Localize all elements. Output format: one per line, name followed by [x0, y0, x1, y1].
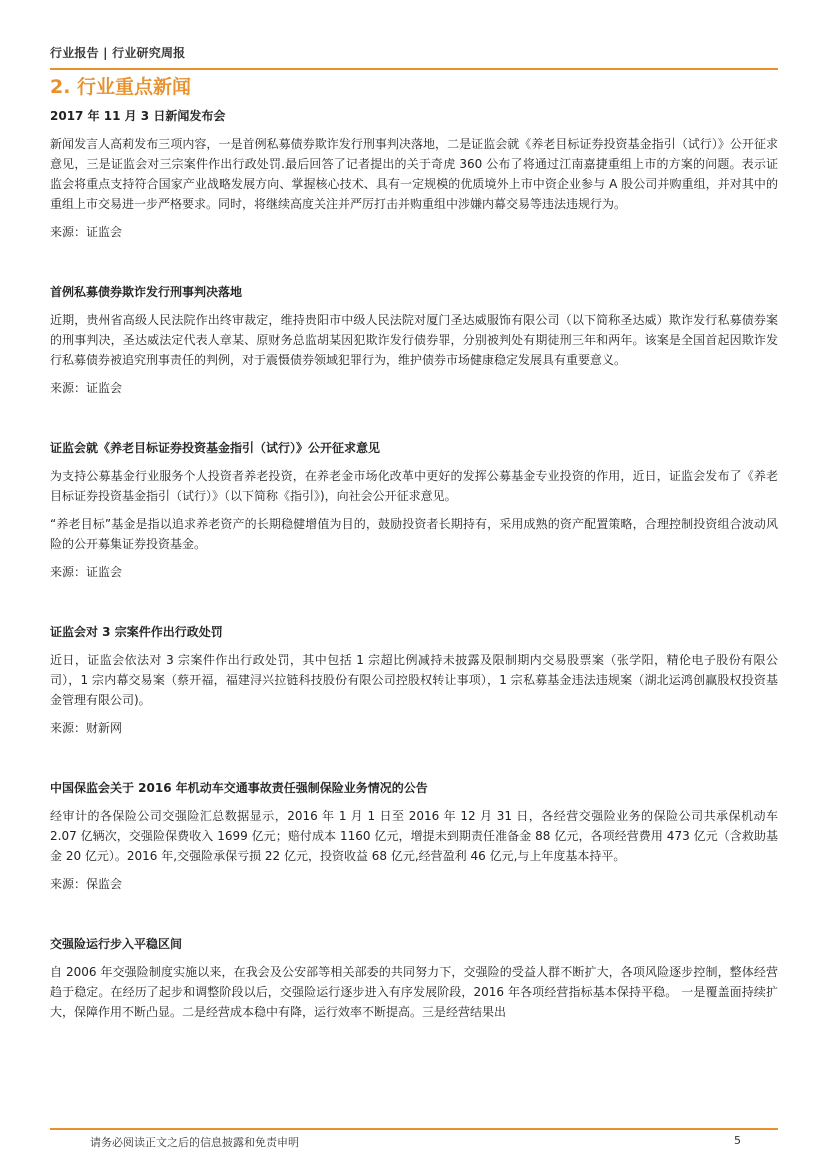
- news-heading: 证监会对 3 宗案件作出行政处罚: [50, 625, 223, 639]
- running-header: 行业报告 | 行业研究周报: [50, 46, 186, 60]
- news-source: 来源：证监会: [50, 225, 123, 239]
- news-item: [50, 282, 778, 398]
- news-item: [50, 106, 778, 242]
- news-paragraph: 经审计的各保险公司交强险汇总数据显示，2016 年 1 月 1 日至 2016 年 12 月 31 日，各经营交强险业务的保险公司共承保机动车 2.07 亿辆次，交强险保费收入 1699 亿元；赔付成本 1160 亿元，增提未到期责任准备金 88 亿元，各项经营费用 473 亿元（含救助基金 20 亿元）。2016 年,交强险承保亏损 22 亿元，投资收益 68 亿元,经营盈利 46 亿元,与上年度基本持平。: [50, 809, 778, 863]
- news-paragraph: 近日，证监会依法对 3 宗案件作出行政处罚，其中包括 1 宗超比例减持未披露及限制期内交易股票案（张学阳，精伦电子股份有限公司），1 宗内幕交易案（蔡开福，福建浔兴拉链科技股份有限公司控股权转让事项），1 宗私募基金违法违规案（湖北运鸿创赢股权投资基金管理有限公司)。: [50, 653, 778, 707]
- news-item: [50, 438, 778, 582]
- footer-disclaimer: 请务必阅读正文之后的信息披露和免责申明: [90, 1136, 299, 1149]
- news-heading: 首例私募债券欺诈发行刑事判决落地: [50, 285, 243, 299]
- news-item: [50, 622, 778, 738]
- news-heading: 证监会就《养老目标证券投资基金指引（试行）》公开征求意见: [50, 441, 381, 455]
- news-paragraph: 近期，贵州省高级人民法院作出终审裁定，维持贵阳市中级人民法院对厦门圣达威服饰有限公司（以下简称圣达威）欺诈发行私募债券案的刑事判决，圣达威法定代表人章某、原财务总监胡某因犯欺诈发行债券罪，分别被判处有期徒刑三年和两年。该案是全国首起因欺诈发行私募债券被追究刑事责任的判例，对于震慑债券领域犯罪行为，维护债券市场健康稳定发展具有重要意义。: [50, 313, 778, 367]
- news-item: [50, 934, 778, 1022]
- footer-divider: [50, 1128, 778, 1130]
- news-source: 来源：财新网: [50, 721, 123, 735]
- news-heading: 中国保监会关于 2016 年机动车交通事故责任强制保险业务情况的公告: [50, 781, 428, 795]
- news-paragraph: 为支持公募基金行业服务个人投资者养老投资，在养老金市场化改革中更好的发挥公募基金专业投资的作用，近日，证监会发布了《养老目标证券投资基金指引（试行）》（以下简称《指引》)，向社会公开征求意见。: [50, 469, 778, 503]
- page-number: 5: [734, 1134, 741, 1147]
- news-source: 来源：保监会: [50, 877, 123, 891]
- news-paragraph: “养老目标”基金是指以追求养老资产的长期稳健增值为目的，鼓励投资者长期持有，采用成熟的资产配置策略，合理控制投资组合波动风险的公开募集证券投资基金。: [50, 517, 778, 551]
- news-item: [50, 778, 778, 894]
- news-paragraph: 新闻发言人高莉发布三项内容，一是首例私募债券欺诈发行刑事判决落地，二是证监会就《养老目标证券投资基金指引（试行）》公开征求意见，三是证监会对三宗案件作出行政处罚.最后回答了记者提出的关于奇虎 360 公布了将通过江南嘉捷重组上市的方案的问题。表示证监会将重点支持符合国家产业战略发展方向、掌握核心技术、具有一定规模的优质境外上市中资企业参与 A 股公司并购重组，并对其中的重组上市交易进一步严格要求。同时，将继续高度关注并严厉打击并购重组中涉嫌内幕交易等违法违规行为。: [50, 137, 778, 211]
- news-heading: 交强险运行步入平稳区间: [50, 937, 183, 951]
- news-heading: 2017 年 11 月 3 日新闻发布会: [50, 109, 226, 123]
- news-paragraph: 自 2006 年交强险制度实施以来，在我会及公安部等相关部委的共同努力下，交强险的受益人群不断扩大，各项风险逐步控制，整体经营趋于稳定。在经历了起步和调整阶段以后，交强险运行逐步进入有序发展阶段，2016 年各项经营指标基本保持平稳。 一是覆盖面持续扩大，保障作用不断凸显。二是经营成本稳中有降，运行效率不断提高。三是经营结果出: [50, 965, 778, 1019]
- header-divider: [50, 68, 778, 70]
- news-source: 来源：证监会: [50, 381, 123, 395]
- news-content: [50, 106, 778, 1030]
- section-title: 2. 行业重点新闻: [50, 76, 192, 98]
- news-source: 来源：证监会: [50, 565, 123, 579]
